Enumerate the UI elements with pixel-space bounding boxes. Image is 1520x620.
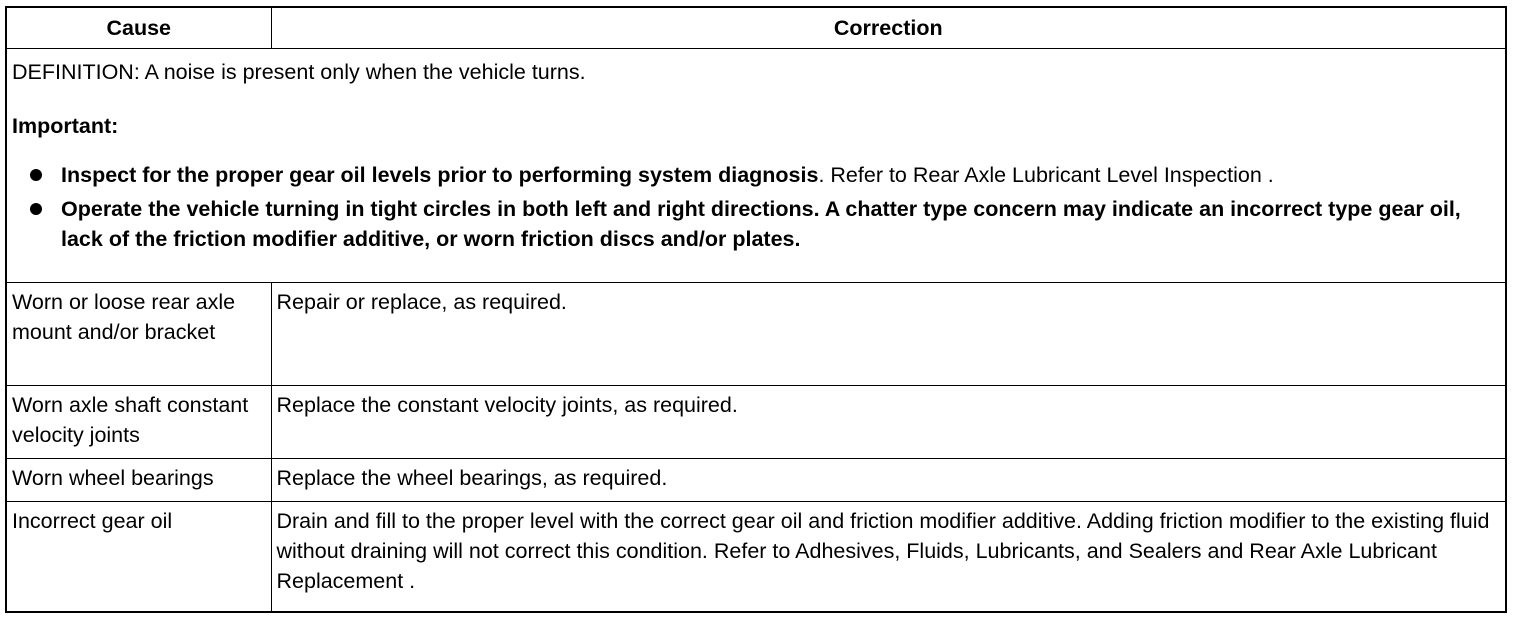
cause-cell: Incorrect gear oil [7,501,271,611]
diagnosis-table [7,8,1505,611]
table-row [7,458,1505,501]
table-row [7,282,1505,385]
bullet-dot-icon [30,169,42,181]
bullet-normal-text: . Refer to Rear Axle Lubricant Level Inspection . [818,163,1274,187]
cause-cell: Worn axle shaft constant velocity joints [7,385,271,458]
bullet-item [12,194,1500,254]
table-row [7,501,1505,611]
important-bullets [12,160,1500,254]
bullet-item [12,160,1500,190]
correction-cell: Drain and fill to the proper level with the correct gear oil and friction modifier additive. Adding friction modifier to the existing fluid without draining will not correct this condition. Refer to Adhesives, Fluids, Lubricants, and Sealers and Rear Axle Lubricant Replacement . [271,501,1505,611]
bullet-dot-icon [30,203,42,215]
important-label: Important: [12,114,119,138]
correction-cell: Replace the constant velocity joints, as required. [271,385,1505,458]
diagnosis-table-container [5,6,1507,613]
header-correction: Correction [271,8,1505,49]
header-cause: Cause [7,8,271,49]
cause-cell: Worn or loose rear axle mount and/or bracket [7,282,271,385]
correction-cell: Replace the wheel bearings, as required. [271,458,1505,501]
table-row [7,385,1505,458]
header-row [7,8,1505,49]
definition-row [7,49,1505,283]
cause-cell: Worn wheel bearings [7,458,271,501]
bullet-bold-text: Operate the vehicle turning in tight circles in both left and right directions. A chatter type concern may indicate an incorrect type gear oil, lack of the friction modifier additive, or worn friction discs and/or plates. [61,197,1461,251]
definition-cell [7,49,1505,283]
definition-text: DEFINITION: A noise is present only when the vehicle turns. [12,60,586,84]
correction-cell: Repair or replace, as required. [271,282,1505,385]
bullet-bold-text: Inspect for the proper gear oil levels prior to performing system diagnosis [61,163,819,187]
